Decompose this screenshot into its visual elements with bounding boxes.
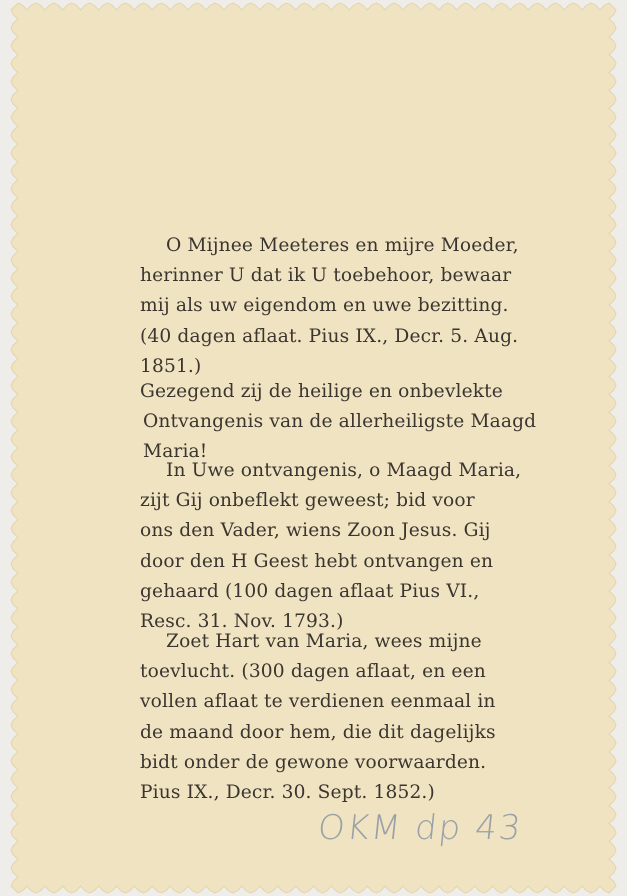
paragraph-invocation	[140, 231, 627, 382]
paragraph-blessing	[140, 377, 627, 468]
text-line: toevlucht. (300 dagen aflaat, en een	[140, 661, 486, 683]
text-line: Pius IX., Decr. 30. Sept. 1852.)	[140, 782, 435, 804]
text-line: Maria!	[143, 441, 208, 463]
text-line: ons den Vader, wiens Zoon Jesus. Gij	[140, 520, 491, 542]
paragraph-conception	[140, 456, 627, 637]
text-line: 1851.)	[140, 355, 202, 377]
text-line: gehaard (100 dagen aflaat Pius VI.,	[140, 580, 480, 602]
text-line: Resc. 31. Nov. 1793.)	[140, 611, 344, 633]
paragraph-sweet-heart	[140, 627, 627, 808]
text-line: O Mijnee Meeteres en mijre Moeder,	[166, 235, 519, 256]
text-line: door den H Geest hebt ontvangen en	[140, 550, 494, 572]
text-line: herinner U dat ik U toebehoor, bewaar	[140, 265, 512, 287]
text-line: bidt onder de gewone voorwaarden.	[140, 751, 487, 773]
text-line: (40 dagen aflaat. Pius IX., Decr. 5. Aug.	[140, 325, 519, 347]
text-line: Gezegend zij de heilige en onbevlekte	[140, 381, 503, 402]
text-line: Ontvangenis van de allerheiligste Maagd	[143, 411, 537, 433]
handwritten-archive-note: OKM dp 43	[315, 808, 525, 848]
text-line: Zoet Hart van Maria, wees mijne	[166, 631, 482, 652]
text-line: de maand door hem, die dit dagelijks	[140, 721, 496, 743]
text-line: In Uwe ontvangenis, o Maagd Maria,	[166, 460, 522, 481]
text-line: mij als uw eigendom en uwe bezitting.	[140, 295, 509, 317]
text-line: zijt Gij onbeflekt geweest; bid voor	[140, 490, 475, 512]
text-line: vollen aflaat te verdienen eenmaal in	[140, 691, 496, 713]
